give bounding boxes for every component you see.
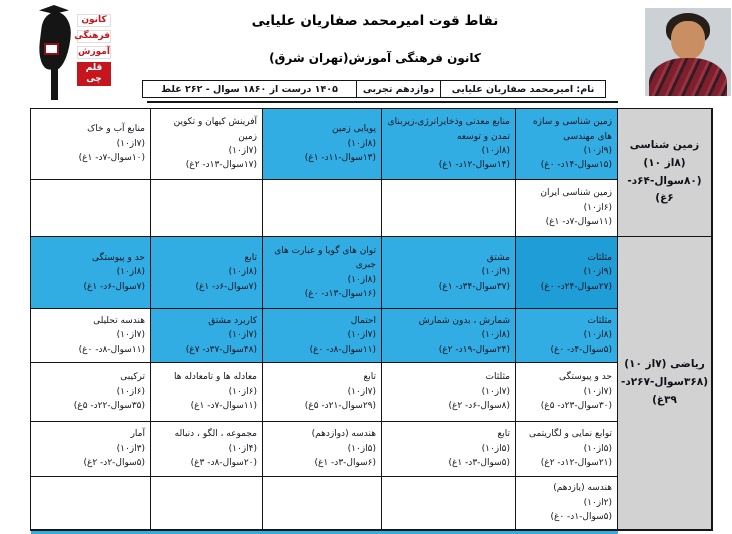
topic-ratio: (۸از۱۰) (481, 146, 510, 156)
empty-cell (263, 477, 382, 530)
topic-ratio: (۷از۱۰) (228, 146, 257, 156)
topic-stats: (۸سوال-۶د- ۲غ) (448, 401, 510, 412)
topic-title: تابع (497, 429, 510, 440)
category-stats: (۳۶۸سوال-۲۶۷د- (621, 376, 709, 389)
topic-cell (151, 363, 263, 422)
topic-title: آفرینش کیهان و تکوین زمین (173, 117, 257, 142)
topic-title: احتمال (350, 315, 376, 326)
topic-title: مثلثات (587, 315, 612, 326)
page-title: نقاط قوت امیرمحمد صفاریان علیایی (251, 13, 499, 29)
info-bar (142, 80, 606, 98)
topic-title: مثلثات (587, 252, 612, 263)
topic-stats: (۵سوال-۱د- ۰غ) (550, 512, 612, 523)
book-icon (44, 43, 59, 55)
topic-stats: (۳۵سوال-۲۲د- ۵غ) (73, 401, 145, 412)
topic-stats: (۱۱سوال-۸د- ۰غ) (78, 344, 145, 355)
empty-cell (31, 477, 151, 530)
topic-title: آمار (130, 429, 145, 440)
empty-cell (151, 477, 263, 530)
topic-cell (151, 422, 263, 477)
topic-stats: (۱۵سوال-۱۴د- ۰غ) (540, 160, 612, 171)
topic-title: توان های گویا و عبارت های جبری (274, 245, 376, 271)
empty-cell (263, 180, 382, 237)
topic-title: مشتق (486, 252, 510, 263)
topic-title: ترکیبی (120, 372, 145, 383)
topic-ratio: (۶از۱۰) (116, 386, 145, 397)
topic-cell (263, 109, 382, 180)
topic-ratio: (۸از۱۰) (583, 330, 612, 341)
topic-title: کاربرد مشتق (208, 315, 257, 326)
topic-ratio: (۷از۱۰) (116, 330, 145, 341)
topic-ratio: (۸از۱۰) (228, 267, 257, 278)
topic-cell (382, 422, 516, 477)
topic-title: پویایی زمین (331, 124, 376, 135)
topic-stats: (۳۰سوال-۲۳د- ۵غ) (540, 401, 612, 412)
topic-title: معادله ها و تامعادله ها (174, 372, 257, 383)
topic-stats: (۵سوال-۳د- ۱غ) (448, 458, 510, 469)
topic-cell (263, 237, 382, 309)
topic-stats: (۱۳سوال-۱۱د- ۱غ) (304, 153, 376, 164)
topic-title: منابع آب و خاک (87, 124, 145, 135)
topic-cell (382, 363, 516, 422)
topic-title: زمین شناسی و سازه های مهندسی (532, 117, 612, 142)
topic-ratio: (۹از۱۰) (583, 146, 612, 156)
topic-ratio: (۵از۱۰) (583, 443, 612, 454)
category-cell-geology (618, 109, 712, 237)
logo-word: فرهنگی (74, 31, 110, 41)
topic-ratio: (۷از۱۰) (481, 386, 510, 397)
topic-stats: (۳۷سوال-۳۴د- ۱غ) (438, 281, 510, 292)
empty-cell (31, 180, 151, 237)
topic-stats: (۷سوال-۶د- ۱غ) (195, 281, 257, 292)
category-cell-math (618, 237, 712, 530)
topic-title: منابع معدنی وذخایرانرژی،زیربنای تمدن و توسعه (387, 117, 510, 142)
topic-stats: (۲۰سوال-۸د- ۳غ) (190, 458, 257, 469)
empty-cell (151, 180, 263, 237)
topic-stats: (۴۸سوال-۳۷د- ۷غ) (185, 344, 257, 355)
header-divider (147, 101, 618, 103)
topic-cell (263, 422, 382, 477)
category-label: زمین شناسی (۸از ۱۰) (629, 138, 700, 169)
topic-stats: (۱۷سوال-۱۳د- ۲غ) (185, 160, 257, 171)
topic-ratio: (۸از۱۰) (481, 330, 510, 341)
shirt (649, 58, 727, 96)
topic-stats: (۱۰سوال-۷د- ۱غ) (78, 153, 145, 164)
topic-ratio: (۹از۱۰) (583, 267, 612, 278)
topic-title: هندسه تحلیلی (93, 315, 145, 326)
logo-wordmark (74, 14, 111, 86)
topic-title: توابع نمایی و لگاریتمی (528, 429, 612, 440)
student-name-field: نام: امیرمحمد صفاریان علیایی (451, 83, 595, 95)
topic-ratio: (۴از۱۰) (228, 443, 257, 454)
topic-ratio: (۷از۱۰) (228, 330, 257, 341)
topic-cell (516, 109, 618, 180)
topic-ratio: (۵از۱۰) (481, 443, 510, 454)
category-stats: ۳۹غ) (652, 393, 677, 406)
topic-stats: (۲۴سوال-۱۹د- ۲غ) (438, 344, 510, 355)
topic-cell (31, 422, 151, 477)
topic-cell (516, 363, 618, 422)
topic-stats: (۱۱سوال-۸د- ۰غ) (309, 344, 376, 355)
topic-cell (516, 477, 618, 530)
topic-ratio: (۲از۱۰) (583, 497, 612, 508)
page-subtitle: کانون فرهنگی آموزش(تهران شرق) (269, 51, 481, 65)
category-stats: (۸۰سوال-۶۴د- ۶غ) (627, 174, 702, 205)
topic-title: زمین شناسی ایران (540, 188, 612, 199)
topic-stats: (۱۱سوال-۷د- ۱غ) (190, 401, 257, 412)
logo-word: آموزش (78, 47, 110, 57)
topic-cell (516, 422, 618, 477)
topic-cell (382, 109, 516, 180)
face (671, 21, 705, 60)
ghalamchi-badge: قلم چی (77, 62, 111, 86)
topic-ratio: (۶از۱۰) (228, 386, 257, 397)
topic-ratio: (۸از۱۰) (347, 138, 376, 149)
topic-title: حد و پیوستگی (559, 372, 612, 383)
topic-title: حد و پیوستگی (92, 252, 145, 263)
topic-cell (516, 237, 618, 309)
topic-cell (31, 109, 151, 180)
score-summary: ۱۴۰۵ درست از ۱۸۶۰ سوال - ۲۶۲ غلط (143, 81, 357, 97)
topic-cell (382, 309, 516, 363)
topic-title: شمارش ، بدون شمارش (418, 315, 510, 326)
topic-stats: (۱۴سوال-۱۲د- ۱غ) (438, 160, 510, 171)
topic-cell (31, 363, 151, 422)
topic-ratio: (۶از۱۰) (583, 202, 612, 213)
topic-cell (31, 237, 151, 309)
topic-ratio: (۷از۱۰) (116, 138, 145, 149)
topic-title: تابع (363, 372, 376, 383)
topic-stats: (۲۱سوال-۱۲د- ۲غ) (540, 458, 612, 469)
topic-ratio: (۸از۱۰) (347, 274, 376, 285)
logo-word: کانون (77, 14, 111, 27)
topic-stats: (۲۷سوال-۲۴د- ۰غ) (540, 281, 612, 292)
topic-ratio: (۷از۱۰) (583, 386, 612, 397)
topics-grid (30, 108, 713, 531)
topic-ratio: (۹از۱۰) (481, 267, 510, 278)
topic-title: هندسه (دوازدهم) (311, 429, 376, 440)
topic-stats: (۱۱سوال-۷د- ۱غ) (545, 217, 612, 228)
topic-cell (151, 309, 263, 363)
grade-field: دوازدهم تجربی (357, 81, 441, 97)
topic-title: مجموعه ، الگو ، دنباله (174, 429, 257, 440)
empty-cell (382, 180, 516, 237)
topic-title: مثلثات (485, 372, 510, 383)
topic-stats: (۱۶سوال-۱۳د- ۰غ) (304, 288, 376, 299)
topic-stats: (۵سوال-۴د- ۰غ) (550, 344, 612, 355)
topic-cell (151, 109, 263, 180)
topic-title: تابع (244, 252, 257, 263)
topic-stats: (۵سوال-۲د- ۲غ) (83, 458, 145, 469)
graduate-figure-icon (33, 5, 79, 100)
topic-stats: (۷سوال-۶د- ۱غ) (83, 281, 145, 292)
topic-cell (516, 309, 618, 363)
kanoon-logo (33, 5, 111, 100)
topic-ratio: (۸از۱۰) (116, 267, 145, 278)
topic-cell (31, 309, 151, 363)
topic-title: هندسه (یازدهم) (553, 483, 612, 494)
topic-ratio: (۳از۱۰) (116, 443, 145, 454)
topic-cell (382, 237, 516, 309)
empty-cell (382, 477, 516, 530)
topic-ratio: (۵از۱۰) (347, 443, 376, 454)
topic-cell (263, 363, 382, 422)
topic-stats: (۶سوال-۳د- ۱غ) (314, 458, 376, 469)
topic-cell (263, 309, 382, 363)
topic-cell (151, 237, 263, 309)
category-label: ریاضی (۷از ۱۰) (624, 358, 705, 371)
topic-stats: (۲۹سوال-۲۱د- ۵غ) (304, 401, 376, 412)
topic-ratio: (۷از۱۰) (347, 330, 376, 341)
topic-cell (516, 180, 618, 237)
topic-ratio: (۷از۱۰) (347, 386, 376, 397)
student-photo (645, 8, 731, 96)
